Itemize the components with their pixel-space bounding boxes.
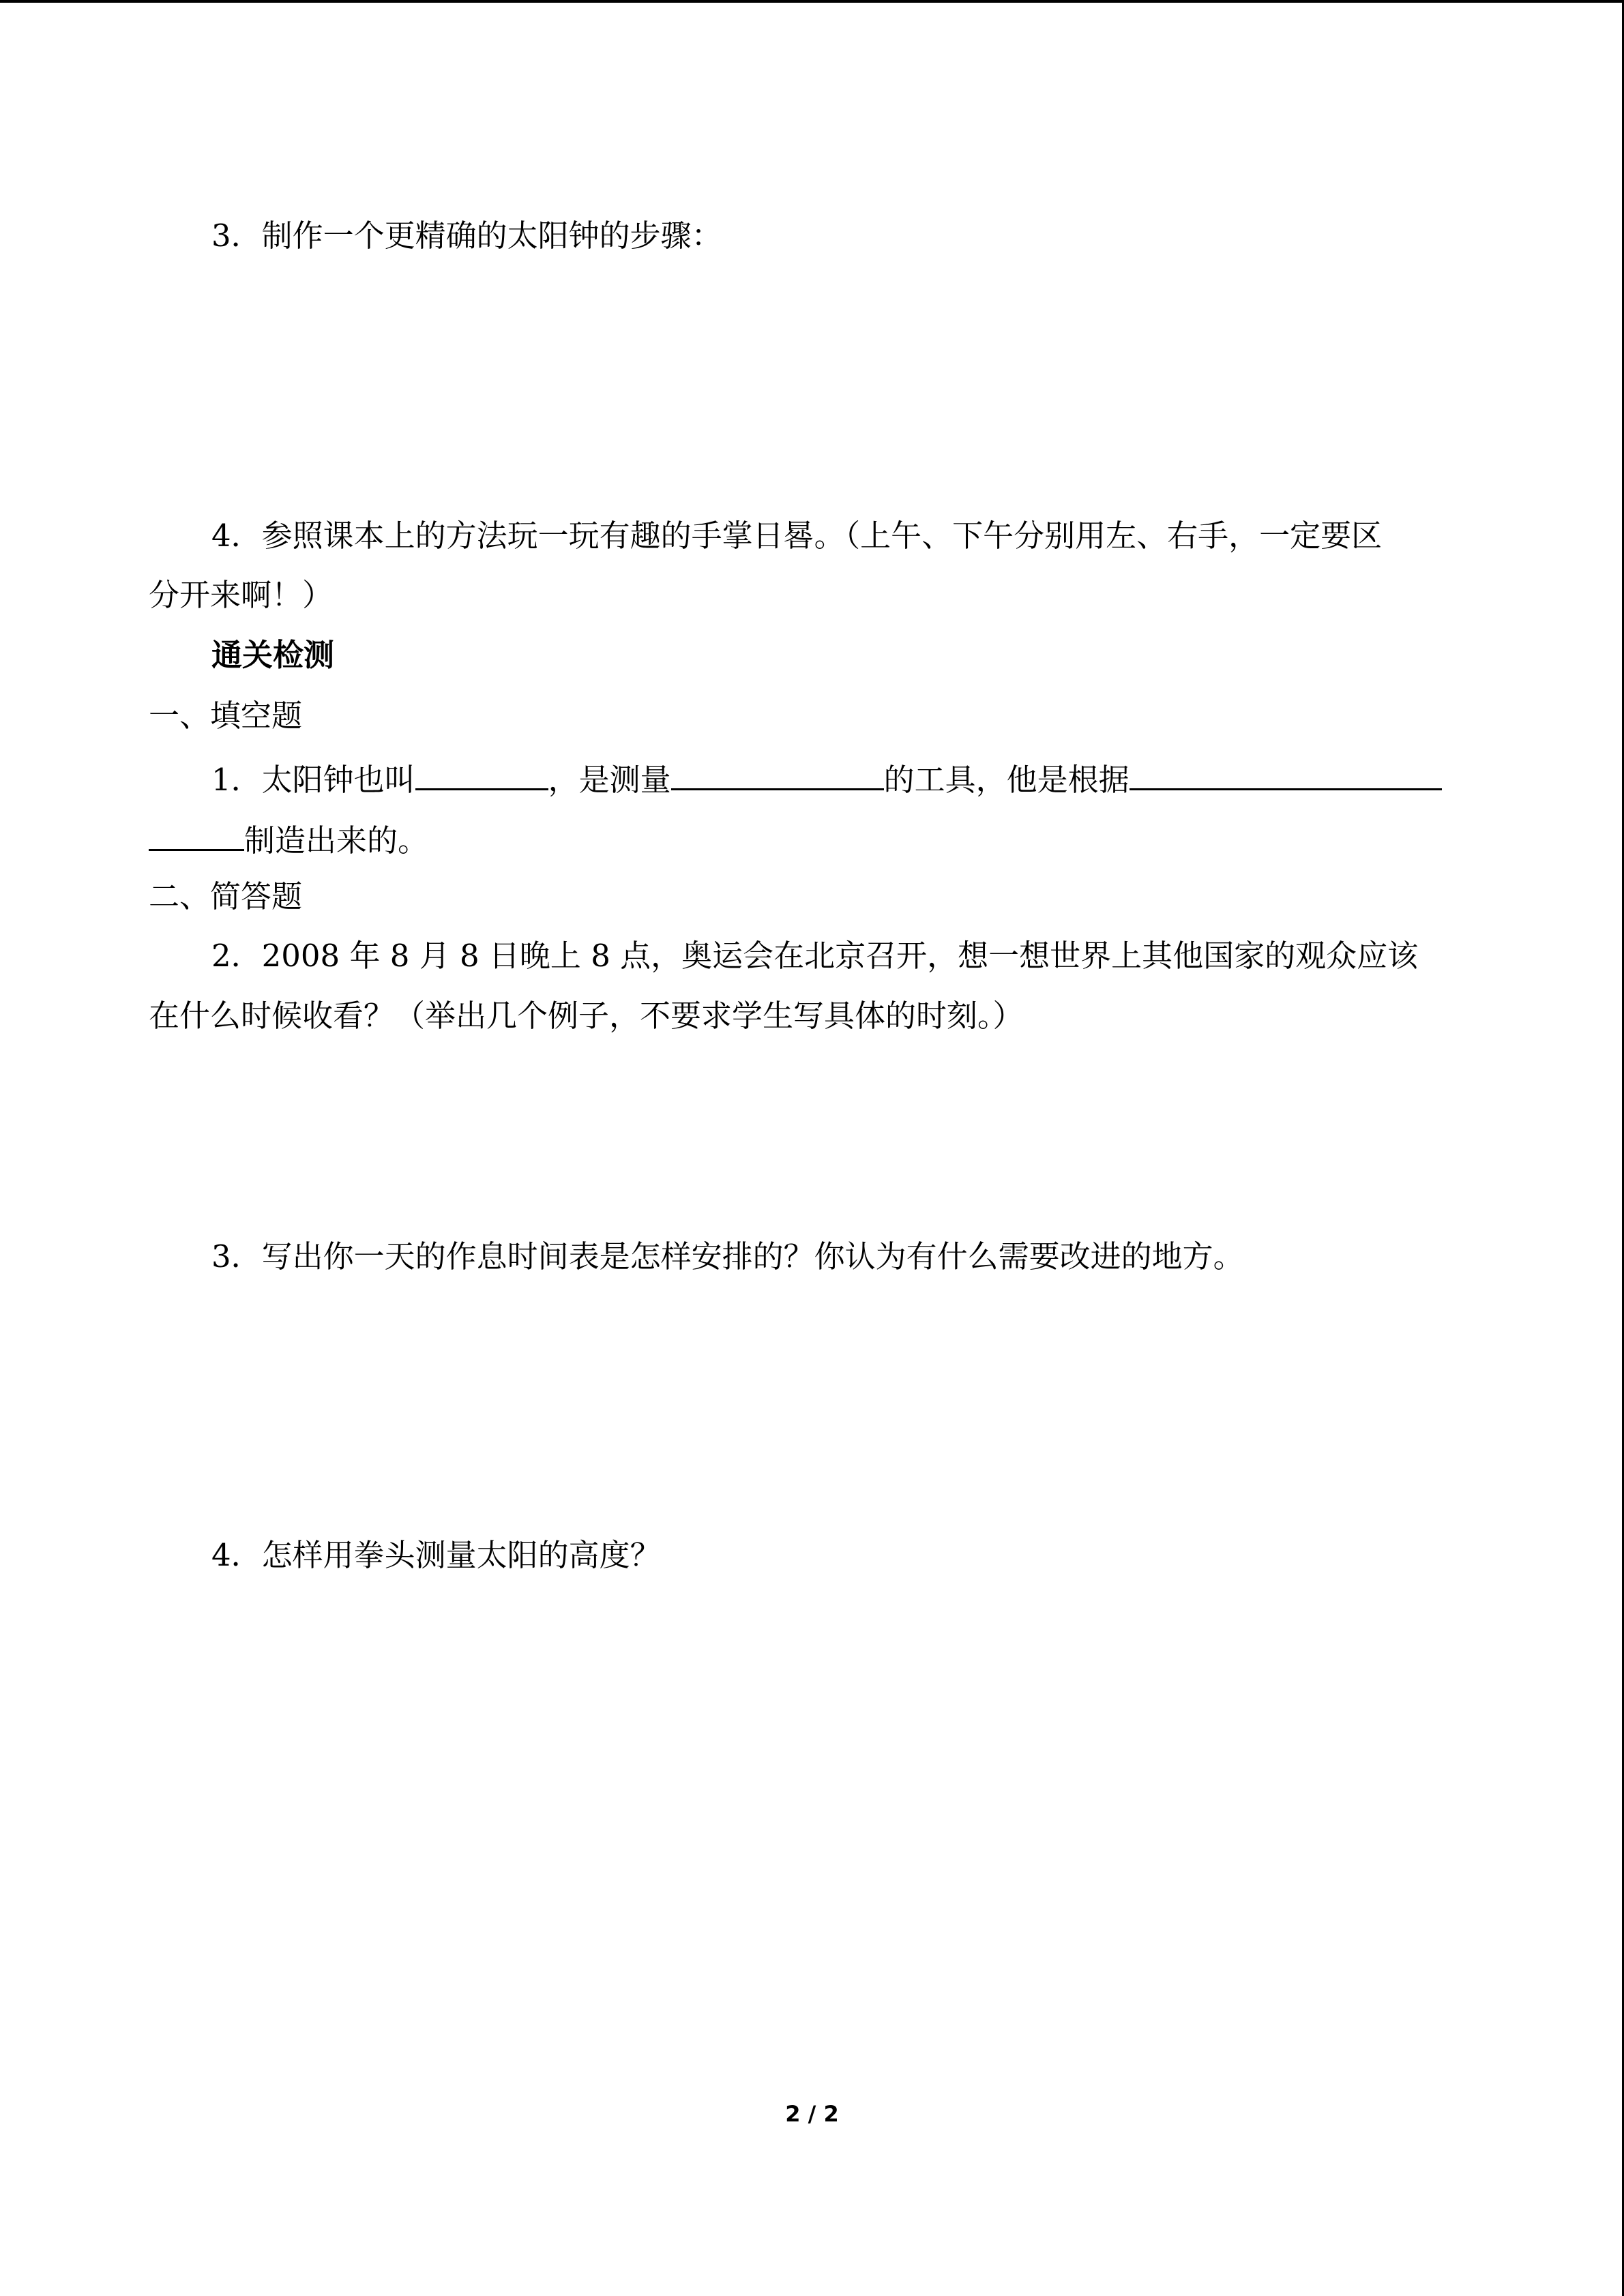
- short-answer-4: 4．怎样用拳头测量太阳的高度？: [211, 1537, 661, 1573]
- answer-blank-3-continued[interactable]: [149, 816, 244, 851]
- answer-blank-1[interactable]: [415, 756, 548, 790]
- question-4-line-1: 4．参照课本上的方法玩一玩有趣的手掌日晷。（上午、下午分别用左、右手，一定要区: [211, 518, 1383, 554]
- section-title: 通关检测: [211, 637, 335, 673]
- short-answer-3: 3．写出你一天的作息时间表是怎样安排的？你认为有什么需要改进的地方。: [211, 1238, 1244, 1274]
- fill-question-1-text-c: 的工具，他是根据: [883, 762, 1130, 798]
- fill-question-1-line-1: [211, 756, 1442, 801]
- part-2-heading: 二、简答题: [149, 878, 303, 914]
- fill-question-1-text-d: 制造出来的。: [244, 822, 429, 859]
- top-border: [0, 0, 1624, 3]
- page-number: 2 / 2: [785, 2101, 839, 2127]
- answer-blank-3[interactable]: [1130, 756, 1442, 790]
- fill-question-1-line-2: [149, 816, 428, 861]
- fill-question-1-text-b: ，是测量: [548, 762, 671, 798]
- short-answer-2-line-1: 2．2008 年 8 月 8 日晚上 8 点，奥运会在北京召开，想一想世界上其他国家的观众应该: [211, 938, 1419, 974]
- short-answer-2-line-2: 在什么时候收看？（举出几个例子，不要求学生写具体的时刻。）: [149, 998, 1024, 1034]
- question-4-line-2: 分开来啊！）: [149, 577, 334, 613]
- fill-question-1-text-a: 1．太阳钟也叫: [211, 762, 415, 798]
- part-1-heading: 一、填空题: [149, 698, 303, 734]
- question-3-sundial-steps: 3．制作一个更精确的太阳钟的步骤：: [211, 218, 722, 254]
- answer-blank-2[interactable]: [671, 756, 884, 790]
